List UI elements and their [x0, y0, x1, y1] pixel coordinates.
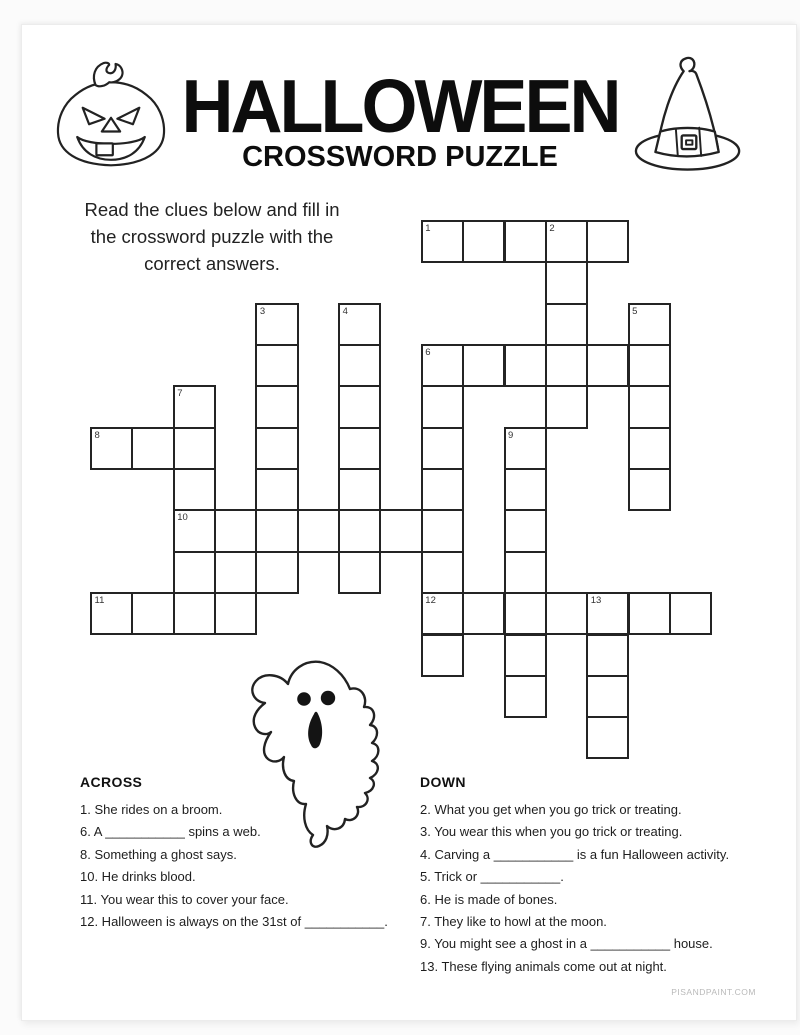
grid-cell[interactable] — [545, 592, 588, 635]
grid-cell[interactable] — [545, 261, 588, 304]
grid-cell[interactable] — [173, 551, 216, 594]
clue-item: 4. Carving a ___________ is a fun Halloween activity. — [420, 846, 730, 862]
grid-cell[interactable] — [462, 592, 505, 635]
grid-cell[interactable] — [504, 220, 547, 263]
clue-item: 5. Trick or ___________. — [420, 869, 564, 885]
grid-cell[interactable] — [462, 220, 505, 263]
grid-cell[interactable] — [504, 468, 547, 511]
instructions-line: the crossword puzzle with the — [90, 226, 334, 247]
clue-item: 7. They like to howl at the moon. — [420, 914, 607, 930]
grid-cell[interactable] — [586, 716, 629, 759]
grid-cell[interactable] — [173, 592, 216, 635]
down-heading: DOWN — [420, 774, 466, 790]
cell-number: 9 — [508, 429, 514, 441]
clue-item: 9. You might see a ghost in a ___________ house. — [420, 936, 713, 952]
grid-cell[interactable] — [504, 344, 547, 387]
grid-cell[interactable] — [462, 344, 505, 387]
cell-number: 11 — [94, 595, 105, 607]
grid-cell[interactable] — [255, 468, 298, 511]
grid-cell[interactable] — [421, 427, 464, 470]
grid-cell[interactable] — [504, 675, 547, 718]
cell-number: 5 — [632, 305, 638, 317]
grid-cell[interactable] — [545, 303, 588, 346]
grid-cell[interactable] — [173, 468, 216, 511]
instructions-line: correct answers. — [144, 253, 280, 274]
grid-cell[interactable] — [214, 509, 257, 552]
grid-cell[interactable] — [421, 468, 464, 511]
clue-item: 13. These flying animals come out at night. — [420, 958, 667, 974]
across-clue-list — [80, 799, 390, 933]
grid-cell[interactable] — [504, 551, 547, 594]
grid-cell[interactable] — [338, 427, 381, 470]
grid-cell[interactable] — [338, 509, 381, 552]
cell-number: 3 — [259, 305, 266, 317]
grid-cell[interactable] — [255, 344, 298, 387]
cell-number: 7 — [177, 388, 183, 400]
cell-number: 4 — [342, 305, 348, 317]
grid-cell[interactable] — [338, 344, 381, 387]
clue-item: 8. Something a ghost says. — [80, 846, 237, 862]
cell-number: 1 — [425, 223, 431, 234]
page-title: HALLOWEEN — [181, 65, 619, 149]
grid-cell[interactable] — [255, 509, 298, 552]
grid-cell[interactable] — [545, 385, 588, 428]
cell-number: 10 — [177, 512, 188, 524]
grid-cell[interactable] — [504, 634, 547, 677]
grid-cell[interactable] — [628, 592, 671, 635]
jack-o-lantern-icon — [48, 60, 174, 172]
grid-cell[interactable] — [421, 509, 464, 552]
clue-item: 6. He is made of bones. — [420, 891, 558, 907]
clue-item: 11. You wear this to cover your face. — [80, 891, 289, 907]
grid-cell[interactable] — [421, 634, 464, 677]
grid-cell[interactable] — [586, 220, 629, 263]
grid-cell[interactable] — [628, 344, 671, 387]
grid-cell[interactable] — [545, 344, 588, 387]
clue-item: 10. He drinks blood. — [80, 869, 196, 885]
grid-cell[interactable] — [379, 509, 422, 552]
across-heading: ACROSS — [80, 774, 143, 790]
grid-cell[interactable] — [338, 385, 381, 428]
grid-cell[interactable] — [297, 509, 340, 552]
grid-cell[interactable] — [628, 427, 671, 470]
grid-cell[interactable] — [338, 551, 381, 594]
grid-cell[interactable] — [173, 427, 216, 470]
down-clue-list — [420, 799, 788, 978]
cell-number: 2 — [549, 223, 555, 234]
grid-cell[interactable] — [255, 551, 298, 594]
instructions-line: Read the clues below and fill in — [84, 199, 340, 220]
watermark: PISANDPAINT.COM — [671, 987, 756, 997]
clue-item: 12. Halloween is always on the 31st of ___________. — [80, 914, 388, 930]
page-subtitle: CROSSWORD PUZZLE — [242, 141, 558, 173]
grid-cell[interactable] — [586, 634, 629, 677]
grid-cell[interactable] — [421, 551, 464, 594]
grid-cell[interactable] — [504, 509, 547, 552]
grid-cell[interactable] — [131, 427, 174, 470]
clue-item: 3. You wear this when you go trick or treating. — [420, 824, 683, 840]
grid-cell[interactable] — [338, 468, 381, 511]
clue-item: 1. She rides on a broom. — [80, 802, 223, 817]
grid-cell[interactable] — [628, 385, 671, 428]
cell-number: 8 — [94, 429, 100, 441]
grid-cell[interactable] — [255, 385, 298, 428]
grid-cell[interactable] — [421, 385, 464, 428]
grid-cell[interactable] — [255, 427, 298, 470]
cell-number: 13 — [590, 595, 602, 607]
grid-cell[interactable] — [214, 592, 257, 635]
cell-number: 12 — [425, 595, 436, 607]
across-clues-section — [80, 774, 390, 933]
down-clues-section — [420, 774, 788, 978]
grid-cell[interactable] — [586, 675, 629, 718]
clue-item: 6. A ___________ spins a web. — [80, 824, 261, 840]
witch-hat-icon — [633, 55, 745, 175]
clue-item: 2. What you get when you go trick or treating. — [420, 802, 682, 817]
grid-cell[interactable] — [669, 592, 712, 635]
grid-cell[interactable] — [504, 592, 547, 635]
grid-cell[interactable] — [628, 468, 671, 511]
grid-cell[interactable] — [131, 592, 174, 635]
cell-number: 6 — [425, 347, 431, 359]
grid-cell[interactable] — [586, 344, 629, 387]
